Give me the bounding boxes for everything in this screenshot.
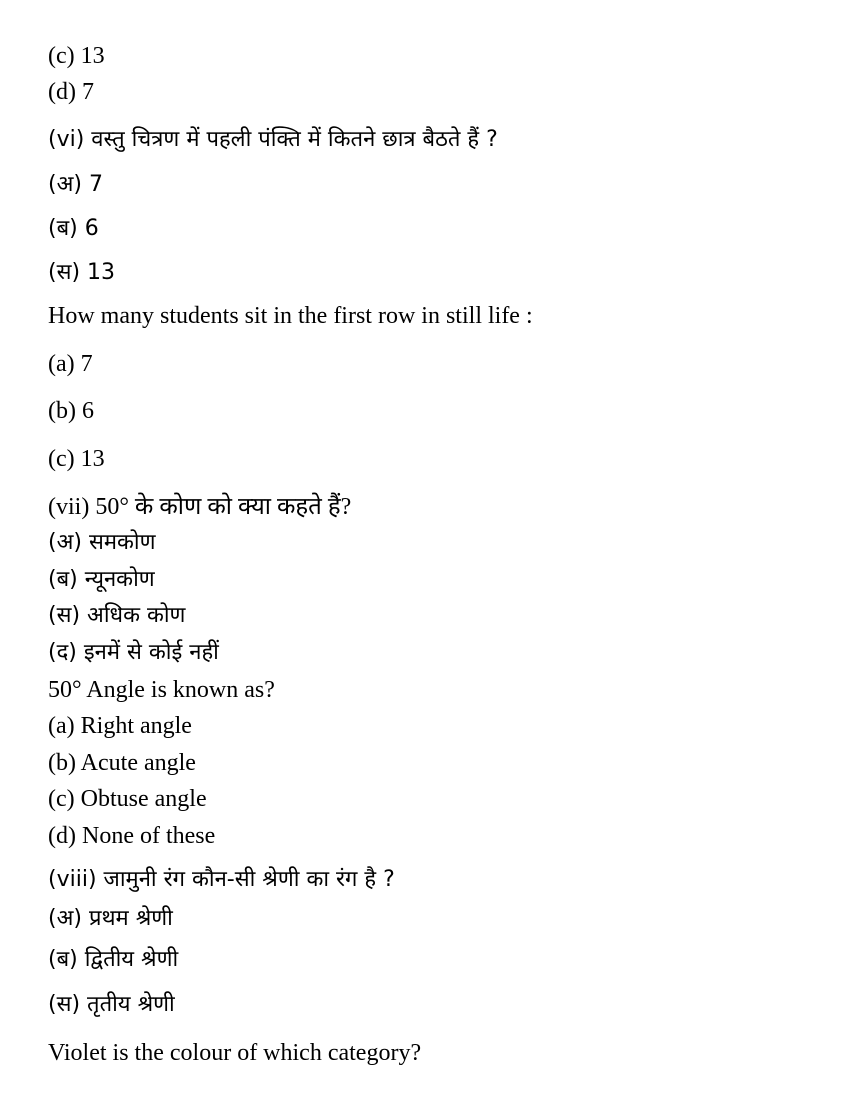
option-c-13: (c) 13 (48, 43, 105, 69)
option-d-none-of-these: (d) None of these (48, 823, 216, 849)
option-b-6: (b) 6 (48, 398, 94, 424)
option-s-adhik-kon: (स) अधिक कोण (48, 603, 186, 628)
option-b-dvitiya-shreni: (ब) द्वितीय श्रेणी (48, 947, 179, 972)
option-a-right-angle: (a) Right angle (48, 713, 192, 739)
question-viii-english: Violet is the colour of which category? (48, 1040, 422, 1066)
question-viii-hindi: (viii) जामुनी रंग कौन-सी श्रेणी का रंग है ? (48, 867, 395, 892)
question-vi-hindi: (vi) वस्तु चित्रण में पहली पंक्ति में कितने छात्र बैठते हैं ? (48, 127, 498, 152)
option-a-samkon: (अ) समकोण (48, 530, 156, 555)
question-vii-hindi: (vii) 50° के कोण को क्या कहते हैं? (48, 494, 352, 520)
question-vi-english: How many students sit in the first row in still life : (48, 303, 533, 329)
question-vii-english: 50° Angle is known as? (48, 677, 275, 703)
option-s-hindi-13: (स) 13 (48, 260, 116, 285)
option-b-acute-angle: (b) Acute angle (48, 750, 196, 776)
option-b-hindi-6: (ब) 6 (48, 216, 99, 241)
option-c-obtuse-angle: (c) Obtuse angle (48, 786, 207, 812)
option-a-7: (a) 7 (48, 351, 93, 377)
option-a-hindi-7: (अ) 7 (48, 172, 103, 197)
option-b-nyunkon: (ब) न्यूनकोण (48, 567, 155, 592)
option-s-tritiya-shreni: (स) तृतीय श्रेणी (48, 992, 175, 1017)
option-d-7: (d) 7 (48, 79, 94, 105)
option-c-13-second: (c) 13 (48, 446, 105, 472)
option-a-pratham-shreni: (अ) प्रथम श्रेणी (48, 906, 173, 931)
option-d-none-hindi: (द) इनमें से कोई नहीं (48, 640, 219, 665)
